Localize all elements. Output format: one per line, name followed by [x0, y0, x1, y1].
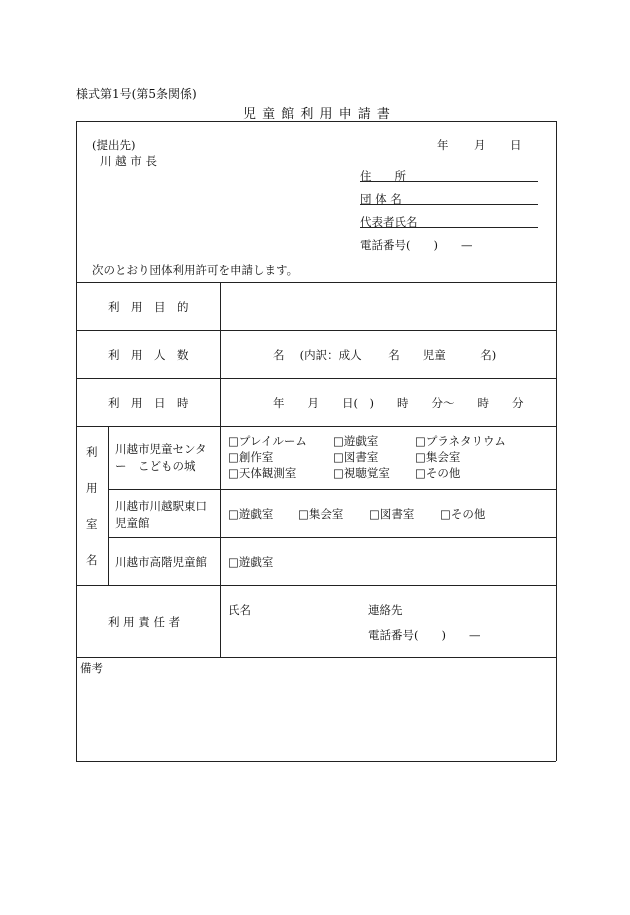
center-name-higashiguchi: 川越市川越駅東口児童館	[115, 499, 207, 530]
row-divider	[76, 330, 556, 331]
checkbox-yugishitsu[interactable]: □遊戯室	[228, 507, 274, 521]
checkbox-yugishitsu[interactable]: □遊戯室	[333, 434, 379, 448]
row-divider	[76, 378, 556, 379]
center-name-kodomo: 川越市児童センター こどもの城	[115, 442, 207, 473]
checkbox-tentai[interactable]: □天体観測室	[228, 466, 297, 480]
responsible-phone-label: 電話番号( ) —	[368, 628, 481, 642]
count-label: 利 用 人 数	[108, 348, 189, 362]
representative-field[interactable]	[360, 227, 538, 228]
frame-top	[76, 121, 556, 122]
datetime-label: 利 用 日 時	[108, 396, 189, 410]
submit-to-label: (提出先)	[92, 138, 136, 152]
frame-left	[76, 121, 77, 761]
room-divider	[108, 489, 556, 490]
remarks-label: 備考	[80, 661, 103, 675]
checkbox-shichokaku[interactable]: □視聴覚室	[333, 466, 390, 480]
form-title: 児 童 館 利 用 申 請 書	[243, 107, 391, 122]
count-value[interactable]: 名 (内訳：成人 名 児童 名)	[273, 348, 497, 362]
checkbox-playroom[interactable]: □プレイルーム	[228, 434, 307, 448]
phone-label: 電話番号( ) —	[360, 238, 473, 252]
row-divider	[76, 657, 556, 658]
checkbox-shukaishitsu[interactable]: □集会室	[415, 450, 461, 464]
date-year: 年	[437, 138, 449, 152]
responsible-label: 利 用 責 任 者	[108, 615, 181, 629]
checkbox-toshoshitsu[interactable]: □図書室	[369, 507, 415, 521]
representative-label: 代表者氏名	[360, 215, 418, 229]
center-name-takashina: 川越市高階児童館	[115, 555, 207, 569]
date-day: 日	[510, 138, 522, 152]
form-number: 様式第1号(第5条関係)	[76, 87, 197, 101]
address-label: 住 所	[360, 169, 406, 183]
responsible-name-label: 氏名	[228, 603, 251, 617]
checkbox-sonota[interactable]: □その他	[440, 507, 486, 521]
room-side-char: 室	[86, 517, 98, 531]
row-divider	[76, 282, 556, 283]
responsible-contact-label: 連絡先	[368, 603, 403, 617]
checkbox-yugishitsu[interactable]: □遊戯室	[228, 555, 274, 569]
frame-right	[556, 121, 557, 761]
checkbox-sonota[interactable]: □その他	[415, 466, 461, 480]
recipient: 川 越 市 長	[100, 154, 157, 168]
datetime-value[interactable]: 年 月 日( ) 時 分〜 時 分	[273, 396, 524, 410]
checkbox-planetarium[interactable]: □プラネタリウム	[415, 434, 506, 448]
purpose-label: 利 用 目 的	[108, 300, 189, 314]
frame-bottom	[76, 761, 556, 762]
purpose-field[interactable]	[222, 284, 554, 328]
remarks-field[interactable]	[78, 676, 554, 759]
checkbox-toshoshitsu[interactable]: □図書室	[333, 450, 379, 464]
label-column-divider	[220, 282, 221, 657]
date-month: 月	[474, 138, 486, 152]
row-divider	[76, 585, 556, 586]
checkbox-sousakushitsu[interactable]: □創作室	[228, 450, 274, 464]
checkbox-shukaishitsu[interactable]: □集会室	[298, 507, 344, 521]
row-divider	[76, 426, 556, 427]
group-name-field[interactable]	[360, 204, 538, 205]
room-divider	[108, 537, 556, 538]
room-side-char: 用	[86, 481, 98, 495]
group-name-label: 団 体 名	[360, 192, 402, 206]
application-statement: 次のとおり団体利用許可を申請します。	[92, 263, 299, 277]
address-field[interactable]	[360, 181, 538, 182]
room-side-divider	[108, 426, 109, 585]
room-side-char: 名	[86, 553, 98, 567]
room-side-char: 利	[86, 445, 98, 459]
